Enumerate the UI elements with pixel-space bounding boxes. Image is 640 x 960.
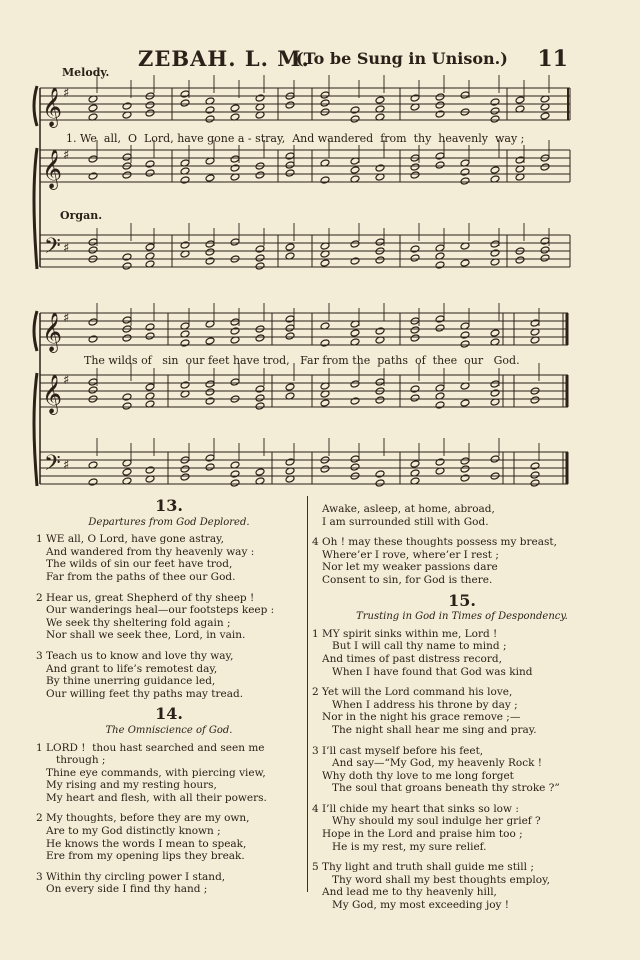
note-head	[122, 171, 132, 179]
note-head	[285, 458, 295, 466]
note-head	[375, 96, 385, 104]
verse-line: Thy word shall my best thoughts employ,	[312, 873, 550, 886]
hymn-14-verse-2	[36, 812, 302, 862]
key-sharp-icon: ♯	[63, 241, 70, 256]
verse-line: 2 My thoughts, before they are my own,	[36, 812, 250, 825]
note-head	[255, 334, 265, 342]
verse-line: Nor in the night his grace remove ;—	[312, 711, 521, 724]
note-head	[460, 331, 470, 339]
note-head	[205, 240, 215, 248]
verse-line: Where’er I rove, where’er I rest ;	[312, 548, 499, 561]
verse-line: 1 WE all, O Lord, have gone astray,	[36, 533, 225, 546]
note-head	[435, 152, 445, 160]
note-head	[88, 386, 98, 394]
note-head	[410, 94, 420, 102]
note-head	[320, 339, 330, 347]
verse-line: Are to my God distinctly known ;	[36, 825, 221, 838]
hymn-15-verse-3	[312, 745, 612, 795]
verse-line: My God, my most exceeding joy !	[312, 899, 510, 912]
note-head	[490, 455, 500, 463]
hymn-15-verse-1	[312, 628, 612, 678]
hymn-15-subtitle: Trusting in God in Times of Despondency.	[356, 611, 568, 623]
note-head	[205, 106, 215, 114]
note-head	[255, 171, 265, 179]
treble-clef-icon: 𝄞	[42, 374, 63, 414]
note-head	[460, 474, 470, 482]
note-head	[490, 115, 500, 123]
note-head	[88, 378, 98, 386]
hymn-14-verse-4	[312, 536, 612, 586]
hymn-15-verse-4	[312, 803, 612, 853]
note-head	[435, 110, 445, 118]
note-head	[285, 161, 295, 169]
verse-line: But I will call thy name to mind ;	[312, 640, 507, 653]
left-column	[36, 496, 302, 904]
key-sharp-icon: ♯	[63, 458, 70, 473]
note-head	[540, 112, 550, 120]
hymn-14-verse-3	[36, 871, 302, 896]
note-head	[410, 326, 420, 334]
note-head	[180, 339, 190, 347]
note-head	[410, 254, 420, 262]
note-head	[460, 168, 470, 176]
organ-brace	[34, 373, 37, 486]
note-head	[285, 152, 295, 160]
note-head	[205, 257, 215, 265]
note-head	[460, 457, 470, 465]
verse-line: Why doth thy love to me long forget	[312, 769, 514, 782]
note-head	[435, 458, 445, 466]
note-head	[530, 479, 540, 487]
note-head	[490, 389, 500, 397]
note-head	[490, 329, 500, 337]
verse-line: Ere from my opening lips they break.	[36, 850, 245, 863]
verse-line: When I have found that God was kind	[312, 665, 533, 678]
note-head	[230, 327, 240, 335]
note-head	[350, 329, 360, 337]
verse-line: And grant to life’s remotest day,	[36, 662, 218, 675]
note-head	[530, 319, 540, 327]
note-head	[410, 171, 420, 179]
bass-clef-icon: 𝄢	[44, 451, 61, 481]
note-head	[285, 169, 295, 177]
note-head	[490, 166, 500, 174]
note-head	[88, 318, 98, 326]
verse-line: Nor shall we seek thee, Lord, in vain.	[36, 629, 246, 642]
note-head	[435, 315, 445, 323]
verse-line: Our willing feet thy paths may tread.	[36, 687, 244, 700]
note-head	[350, 257, 360, 265]
note-head	[410, 334, 420, 342]
note-head	[375, 327, 385, 335]
verse-line: Nor let my weaker passions dare	[312, 561, 498, 574]
verse-line: Thine eye commands, with piercing view,	[36, 766, 266, 779]
note-head	[460, 177, 470, 185]
treble-clef-icon: 𝄞	[42, 87, 63, 127]
verse-line: 4 I’ll chide my heart that sinks so low :	[312, 802, 519, 815]
note-head	[255, 262, 265, 270]
note-head	[145, 109, 155, 117]
note-head	[145, 243, 155, 251]
note-head	[320, 91, 330, 99]
note-head	[180, 465, 190, 473]
hymn-15-verse-2	[312, 686, 612, 736]
hymn-15-number: 15.	[448, 590, 476, 610]
note-head	[540, 237, 550, 245]
hymn-14-subtitle: The Omniscience of God.	[105, 724, 233, 736]
note-head	[530, 396, 540, 404]
note-head	[375, 164, 385, 172]
note-head	[180, 473, 190, 481]
hymn-14-number: 14.	[155, 704, 183, 724]
organ-label: Organ.	[60, 209, 103, 222]
note-head	[122, 468, 132, 476]
page-number: 11	[537, 46, 568, 72]
note-head	[255, 468, 265, 476]
verse-line: 4 Oh ! may these thoughts possess my breast,	[312, 536, 557, 549]
note-head	[230, 155, 240, 163]
verse-line: 1 MY spirit sinks within me, Lord !	[312, 627, 498, 640]
note-head	[230, 470, 240, 478]
note-head	[145, 383, 155, 391]
note-head	[230, 318, 240, 326]
note-head	[375, 256, 385, 264]
verse-line: 2 Hear us, great Shepherd of thy sheep !	[36, 591, 255, 604]
note-head	[350, 380, 360, 388]
note-head	[285, 324, 295, 332]
key-sharp-icon: ♯	[63, 148, 70, 163]
note-head	[205, 248, 215, 256]
note-head	[530, 462, 540, 470]
note-head	[435, 324, 445, 332]
note-head	[230, 164, 240, 172]
note-head	[122, 262, 132, 270]
verse-line: My heart and flesh, with all their powers.	[36, 791, 267, 804]
verse-line: 3 Within thy circling power I stand,	[36, 870, 226, 883]
note-head	[435, 161, 445, 169]
note-head	[180, 176, 190, 184]
note-head	[435, 401, 445, 409]
note-head	[375, 396, 385, 404]
note-head	[460, 259, 470, 267]
note-head	[460, 399, 470, 407]
lyrics-line-1: 1. We all, O Lord, have gone a - stray, And wandered from thy heavenly way ;	[66, 132, 525, 145]
hymn-13-subtitle: Departures from God Deplored.	[88, 516, 250, 528]
note-head	[180, 99, 190, 107]
note-head	[410, 245, 420, 253]
hymn-15-verse-5	[312, 861, 612, 911]
note-head	[205, 463, 215, 471]
hymn-13-verse-2	[36, 592, 302, 642]
note-head	[320, 99, 330, 107]
note-head	[460, 91, 470, 99]
verse-line: He knows the words I mean to speak,	[36, 837, 247, 850]
note-head	[145, 466, 155, 474]
hymn-tune-subtitle: (To be Sung in Unison.)	[296, 49, 508, 68]
verse-line: Awake, asleep, at home, abroad,	[312, 503, 495, 515]
hymn-13-verse-3	[36, 650, 302, 700]
note-head	[460, 340, 470, 348]
verse-line: The night shall hear me sing and pray.	[312, 723, 537, 736]
note-head	[320, 259, 330, 267]
note-head	[255, 254, 265, 262]
key-sharp-icon: ♯	[63, 311, 70, 326]
note-head	[88, 238, 98, 246]
verse-line: 1 LORD ! thou hast searched and seen me	[36, 741, 265, 754]
treble-clef-icon: 𝄞	[42, 312, 63, 352]
bass-clef-icon: 𝄢	[44, 234, 61, 264]
verse-line: Hope in the Lord and praise him too ;	[312, 828, 523, 841]
hymn-tune-title: ZEBAH. L. M.	[138, 46, 310, 71]
verse-line: And lead me to thy heavenly hill,	[312, 886, 497, 899]
note-head	[320, 176, 330, 184]
note-head	[410, 460, 420, 468]
note-head	[410, 163, 420, 171]
verse-line: My rising and my resting hours,	[36, 779, 217, 792]
note-head	[230, 479, 240, 487]
note-head	[230, 104, 240, 112]
note-head	[435, 101, 445, 109]
verse-line: By thine unerring guidance led,	[36, 675, 216, 688]
hymn-14-verse-1	[36, 742, 302, 805]
organ-brace	[34, 148, 37, 269]
hymn-14-continuation	[312, 503, 612, 528]
note-head	[255, 394, 265, 402]
note-head	[375, 238, 385, 246]
note-head	[490, 98, 500, 106]
note-head	[530, 471, 540, 479]
note-head	[180, 90, 190, 98]
note-head	[350, 240, 360, 248]
note-head	[490, 249, 500, 257]
note-head	[540, 254, 550, 262]
note-head	[410, 385, 420, 393]
note-head	[88, 335, 98, 343]
verse-line: When I address his throne by day ;	[312, 698, 518, 711]
verse-line: The wilds of sin our feet have trod,	[36, 558, 233, 571]
note-head	[180, 381, 190, 389]
note-head	[122, 393, 132, 401]
note-head	[350, 115, 360, 123]
note-head	[490, 240, 500, 248]
note-head	[515, 96, 525, 104]
system-brace	[34, 311, 37, 351]
verse-line: And wandered from thy heavenly way :	[36, 545, 255, 558]
note-head	[145, 169, 155, 177]
verse-line: Far from the paths of thee our God.	[36, 570, 236, 583]
note-head	[205, 397, 215, 405]
note-head	[255, 385, 265, 393]
note-head	[205, 337, 215, 345]
note-head	[490, 380, 500, 388]
note-head	[515, 156, 525, 164]
key-sharp-icon: ♯	[63, 86, 70, 101]
note-head	[145, 101, 155, 109]
note-head	[88, 246, 98, 254]
note-head	[490, 107, 500, 115]
note-head	[205, 454, 215, 462]
note-head	[205, 380, 215, 388]
note-head	[350, 463, 360, 471]
verse-line: 3 Teach us to know and love thy way,	[36, 649, 234, 662]
note-head	[375, 470, 385, 478]
note-head	[540, 246, 550, 254]
verse-line: The soul that groans beneath thy stroke ?”	[312, 782, 560, 795]
verse-line: Our wanderings heal—our footsteps keep :	[36, 604, 275, 617]
verse-line: through ;	[36, 754, 106, 767]
melody-label: Melody.	[62, 66, 110, 79]
note-head	[122, 334, 132, 342]
verse-line: 5 Thy light and truth shall guide me still ;	[312, 861, 534, 874]
verse-line: He is my rest, my sure relief.	[312, 840, 487, 853]
verse-line: And times of past distress record,	[312, 652, 502, 665]
note-head	[435, 261, 445, 269]
note-head	[350, 106, 360, 114]
note-head	[205, 174, 215, 182]
note-head	[350, 166, 360, 174]
note-head	[205, 388, 215, 396]
note-head	[88, 104, 98, 112]
hymn-13-verse-1	[36, 533, 302, 583]
verse-line: On every side I find thy hand ;	[36, 883, 208, 896]
note-head	[122, 316, 132, 324]
note-head	[375, 479, 385, 487]
note-head	[122, 253, 132, 261]
note-head	[122, 402, 132, 410]
verse-line: We seek thy sheltering fold again ;	[36, 616, 231, 629]
note-head	[180, 241, 190, 249]
note-head	[122, 153, 132, 161]
note-head	[540, 163, 550, 171]
note-head	[88, 172, 98, 180]
note-head	[145, 323, 155, 331]
note-head	[410, 394, 420, 402]
hymn-13-number: 13.	[155, 496, 183, 515]
note-head	[145, 160, 155, 168]
note-head	[205, 115, 215, 123]
note-head	[285, 315, 295, 323]
system-brace	[34, 86, 37, 126]
note-head	[230, 238, 240, 246]
note-head	[350, 455, 360, 463]
note-head	[145, 332, 155, 340]
note-head	[460, 465, 470, 473]
note-head	[255, 245, 265, 253]
note-head	[320, 399, 330, 407]
note-head	[375, 378, 385, 386]
verse-line: Consent to sin, for God is there.	[312, 573, 493, 586]
note-head	[320, 465, 330, 473]
right-column	[312, 503, 612, 920]
note-head	[255, 402, 265, 410]
key-sharp-icon: ♯	[63, 373, 70, 388]
note-head	[435, 93, 445, 101]
verse-line: And say—“My God, my heavenly Rock !	[312, 757, 543, 770]
note-head	[122, 102, 132, 110]
verse-line: I am surrounded still with God.	[312, 515, 489, 528]
note-head	[230, 378, 240, 386]
note-head	[285, 383, 295, 391]
verse-line: 2 Yet will the Lord command his love,	[312, 686, 513, 699]
lyrics-line-2: The wilds of sin our feet have trod, Far from the paths of thee our God.	[84, 354, 520, 367]
verse-line: Why should my soul indulge her grief ?	[312, 815, 541, 828]
verse-line: 3 I’ll cast myself before his feet,	[312, 744, 484, 757]
column-divider	[307, 496, 308, 892]
note-head	[350, 397, 360, 405]
note-head	[515, 256, 525, 264]
note-head	[255, 94, 265, 102]
treble-clef-icon: 𝄞	[42, 149, 63, 189]
note-head	[285, 332, 295, 340]
note-head	[88, 478, 98, 486]
note-head	[285, 243, 295, 251]
note-head	[88, 155, 98, 163]
note-head	[285, 101, 295, 109]
